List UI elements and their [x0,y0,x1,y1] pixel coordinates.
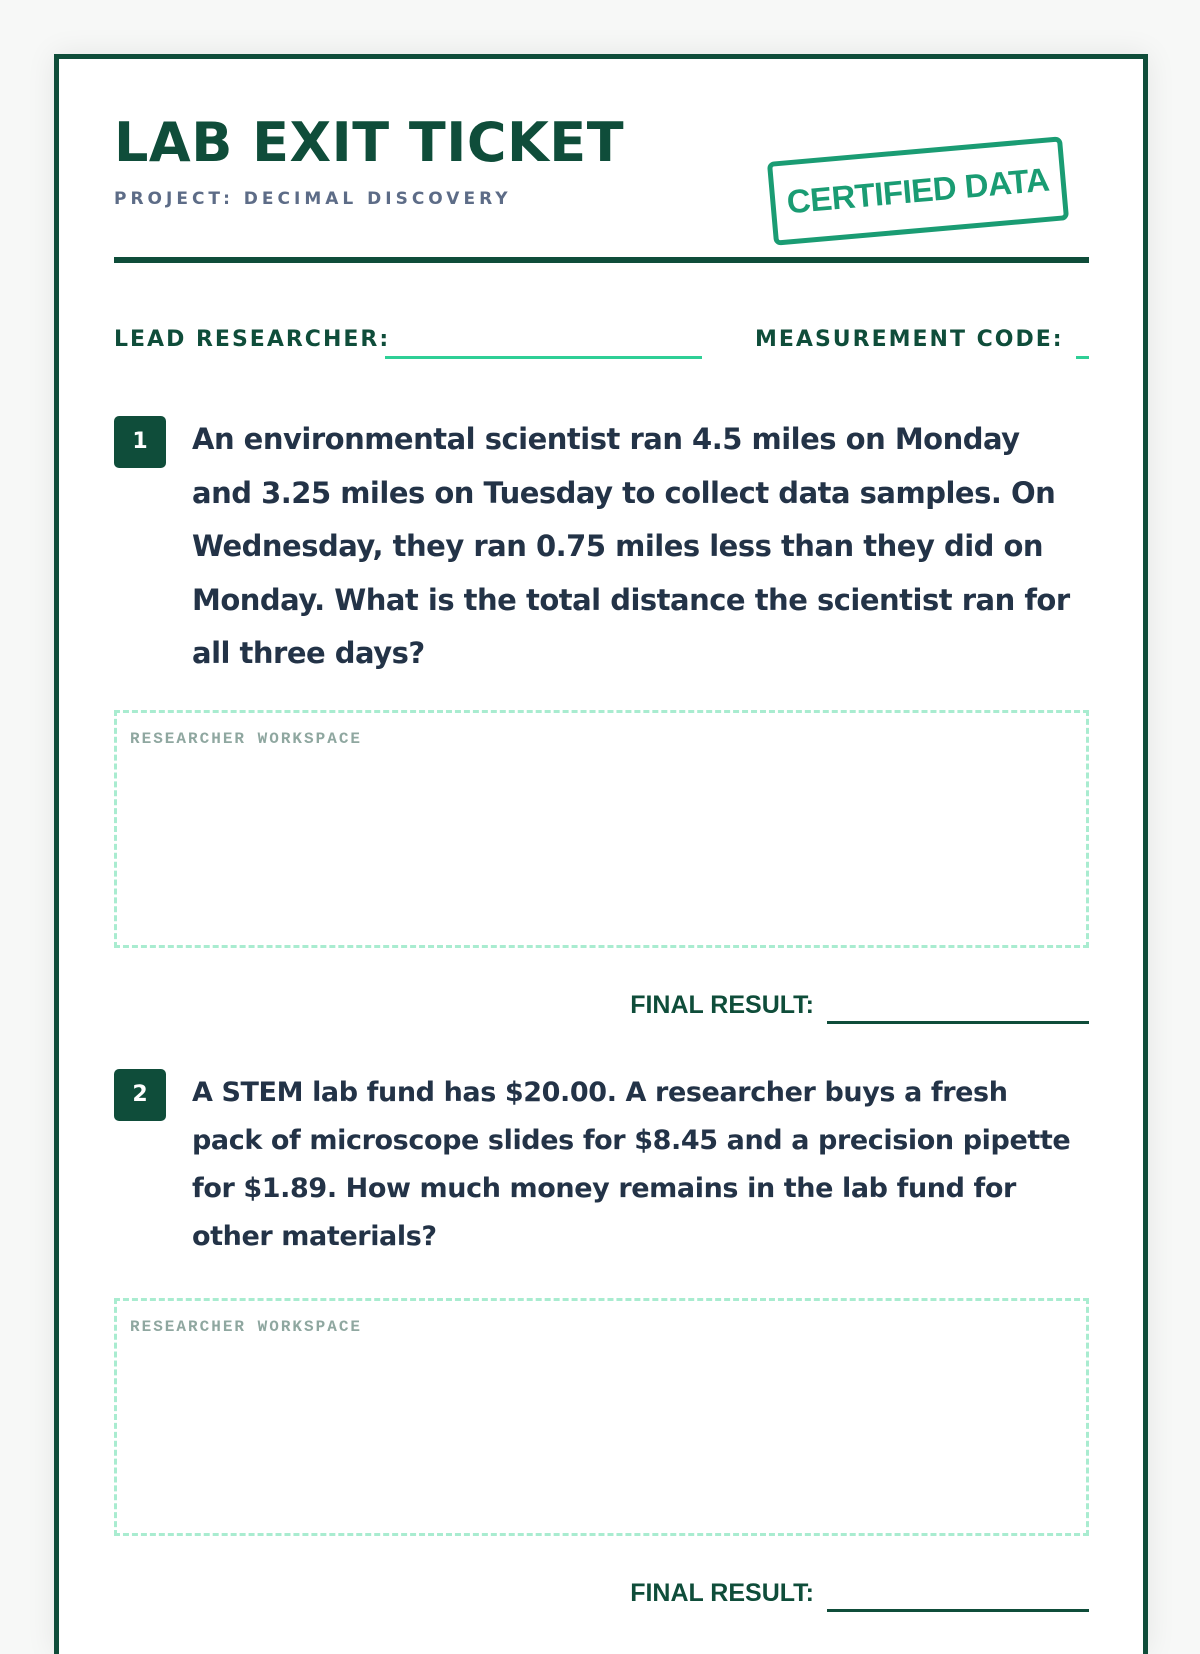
final-result-answer-field[interactable] [827,1021,1089,1024]
final-result-label: FINAL RESULT: [630,991,814,1019]
question-2-number-badge: 2 [114,1069,166,1121]
question-1-text: An environmental scientist ran 4.5 miles on Monday and 3.25 miles on Tuesday to collect data samples. On Wednesday, they ran 0.75 miles less than they did on Monday. What is the total distance the scientist ran for all three days? [192,422,1070,670]
final-result-answer-field[interactable] [827,1609,1089,1612]
final-result-label: FINAL RESULT: [630,1579,814,1607]
project-subtitle: PROJECT: DECIMAL DISCOVERY [114,189,512,209]
lead-researcher-label: LEAD RESEARCHER: [114,327,391,352]
question-2-text: A STEM lab fund has $20.00. A researcher buys a fresh pack of microscope slides for $8.45 and a precision pipette for $1.89. How much money remains in the lab fund for other materials? [192,1077,1071,1252]
workspace-label: RESEARCHER WORKSPACE [130,730,363,748]
question-2-final-result [114,1579,1089,1619]
question-1-final-result [114,991,1089,1031]
measurement-code-field[interactable] [1076,356,1089,359]
question-1-number-badge: 1 [114,416,166,468]
question-2-workspace[interactable] [114,1298,1089,1536]
certified-stamp [767,136,1069,245]
workspace-label: RESEARCHER WORKSPACE [130,1318,363,1336]
ticket-header [114,111,1089,263]
page-title: LAB EXIT TICKET [114,111,625,174]
stamp-label: CERTIFIED DATA [785,160,1051,221]
measurement-code-label: MEASUREMENT CODE: [755,327,1064,352]
lead-researcher-field[interactable] [385,356,702,359]
exit-ticket-sheet [54,54,1148,1654]
researcher-fields [114,327,1089,367]
question-1-workspace[interactable] [114,710,1089,948]
